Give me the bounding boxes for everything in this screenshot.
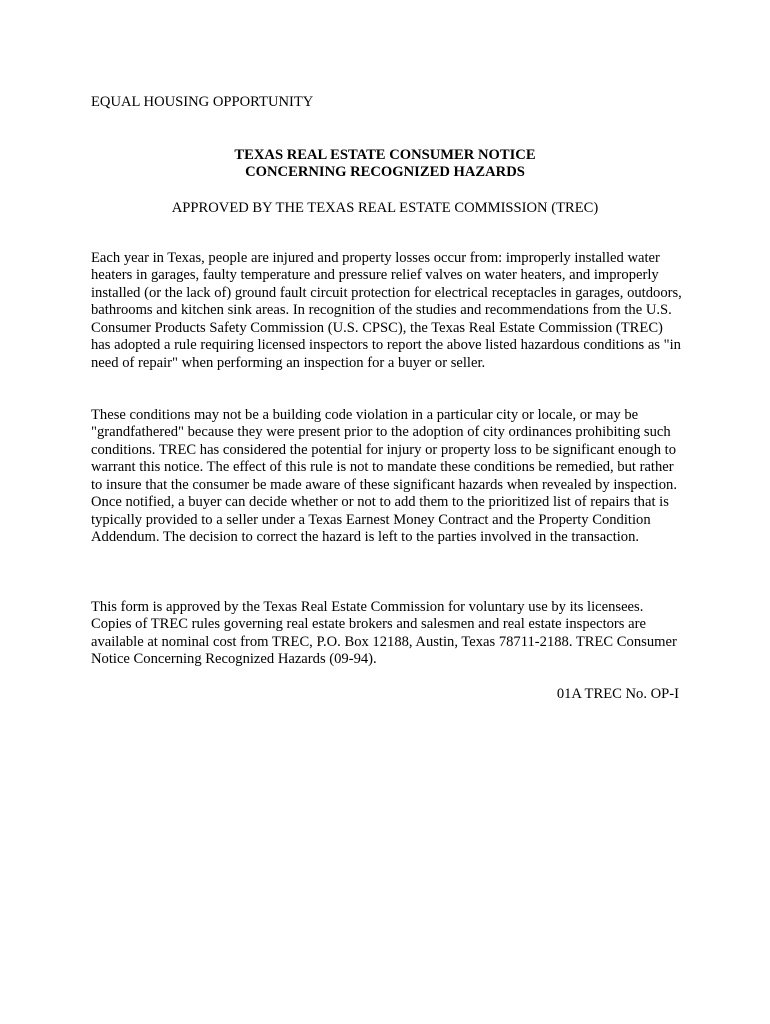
form-number: 01A TREC No. OP-I [556, 686, 679, 702]
body-paragraph-2: These conditions may not be a building code violation in a particular city or locale, or may be "grandfathered" because they were present prior to the adoption of city ordinances prohibiting such conditions. TREC has considered the potential for injury or property loss to be significant enough to warrant this notice. The effect of this rule is not to mandate these conditions be remedied, but rather to insure that the consumer be made aware of these significant hazards when revealed by inspection. Once notified, a buyer can decide whether or not to add them to the prioritized list of repairs that is typically provided to a seller under a Texas Earnest Money Contract and the Property Condition Addendum. The decision to correct the hazard is left to the parties involved in the transaction. [91, 407, 677, 546]
footer-paragraph: This form is approved by the Texas Real Estate Commission for voluntary use by its licensees. Copies of TREC rules governing real estate brokers and salesmen and real estate inspectors are available at nominal cost from TREC, P.O. Box 12188, Austin, Texas 78711-2188. TREC Consumer Notice Concerning Recognized Hazards (09-94). [91, 599, 677, 668]
body-paragraph-1: Each year in Texas, people are injured and property losses occur from: improperly installed water heaters in garages, faulty temperature and pressure relief valves on water heaters, and improperly installed (or the lack of) ground fault circuit protection for electrical receptacles in garages, outdoors, bathrooms and kitchen sink areas. In recognition of the studies and recommendations from the U.S. Consumer Products Safety Commission (U.S. CPSC), the Texas Real Estate Commission (TREC) has adopted a rule requiring licensed inspectors to report the above listed hazardous conditions as "in need of repair" when performing an inspection for a buyer or seller. [91, 250, 682, 371]
title-line-2: CONCERNING RECOGNIZED HAZARDS [245, 164, 525, 180]
title-line-1: TEXAS REAL ESTATE CONSUMER NOTICE [234, 147, 536, 163]
approval-subtitle: APPROVED BY THE TEXAS REAL ESTATE COMMISSION (TREC) [171, 200, 599, 216]
equal-housing-label: EQUAL HOUSING OPPORTUNITY [91, 94, 314, 110]
